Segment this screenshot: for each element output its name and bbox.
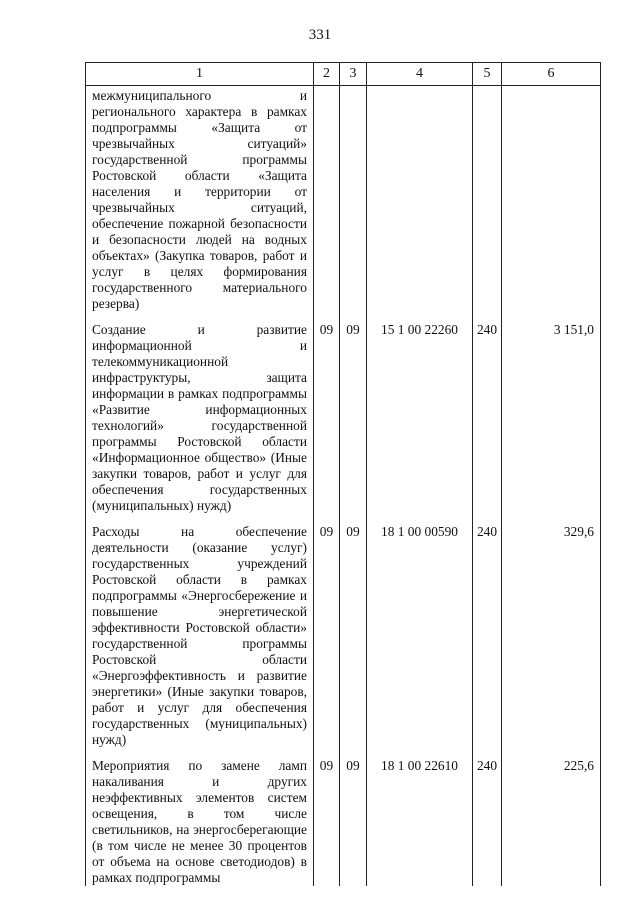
- header-row: [86, 63, 601, 86]
- row-amount: 225,6: [502, 756, 601, 886]
- header-col-4: 4: [367, 63, 473, 86]
- row-subsection-code: 09: [340, 320, 367, 514]
- row-subsection-code: 09: [340, 756, 367, 886]
- row-section-code: 09: [314, 320, 340, 514]
- header-col-5: 5: [473, 63, 502, 86]
- row-description: Мероприятия по замене ламп накаливания и других неэффективных элементов систем освещения, в том числе светильников, на энергосберегающие (в том числе не менее 30 процентов от объема на основе светодиодов) в рамках подпрограммы: [86, 756, 314, 886]
- row-amount: 329,6: [502, 522, 601, 748]
- row-expense-type-code: 240: [473, 320, 502, 514]
- budget-table: [85, 62, 601, 886]
- page-number: 331: [308, 27, 332, 43]
- table-row: [86, 756, 601, 886]
- row-target-article-code: 18 1 00 22610: [367, 756, 473, 886]
- table-row-continuation: [86, 86, 601, 313]
- row-target-article-code: 15 1 00 22260: [367, 320, 473, 514]
- header-col-6: 6: [502, 63, 601, 86]
- table-row: [86, 320, 601, 514]
- row-description: Создание и развитие информационной и телекоммуникационной инфраструктуры, защита информации в рамках подпрограммы «Развитие информационных технологий» государственной программы Ростовской области «Информационное общество» (Иные закупки товаров, работ и услуг для обеспечения государственных (муниципальных) нужд): [86, 320, 314, 514]
- row-subsection-code: 09: [340, 522, 367, 748]
- row-section-code: 09: [314, 522, 340, 748]
- row-section-code: 09: [314, 756, 340, 886]
- header-col-2: 2: [314, 63, 340, 86]
- row-expense-type-code: 240: [473, 522, 502, 748]
- continuation-description: межмуниципального и регионального характера в рамках подпрограммы «Защита от чрезвычайных ситуаций» государственной программы Ростовской области «Защита населения и территории от чрезвычайных ситуаций, обеспечение пожарной безопасности и безопасности людей на водных объектах» (Закупка товаров, работ и услуг в целях формирования государственного материального резерва): [86, 86, 314, 313]
- table-row: [86, 522, 601, 748]
- row-description: Расходы на обеспечение деятельности (оказание услуг) государственных учреждений Ростовской области в рамках подпрограммы «Энергосбережение и повышение энергетической эффективности Ростовской области» государственной программы Ростовской области «Энергоэффективность и развитие энергетики» (Иные закупки товаров, работ и услуг для обеспечения государственных (муниципальных) нужд): [86, 522, 314, 748]
- row-expense-type-code: 240: [473, 756, 502, 886]
- header-col-1: 1: [86, 63, 314, 86]
- row-target-article-code: 18 1 00 00590: [367, 522, 473, 748]
- header-col-3: 3: [340, 63, 367, 86]
- row-amount: 3 151,0: [502, 320, 601, 514]
